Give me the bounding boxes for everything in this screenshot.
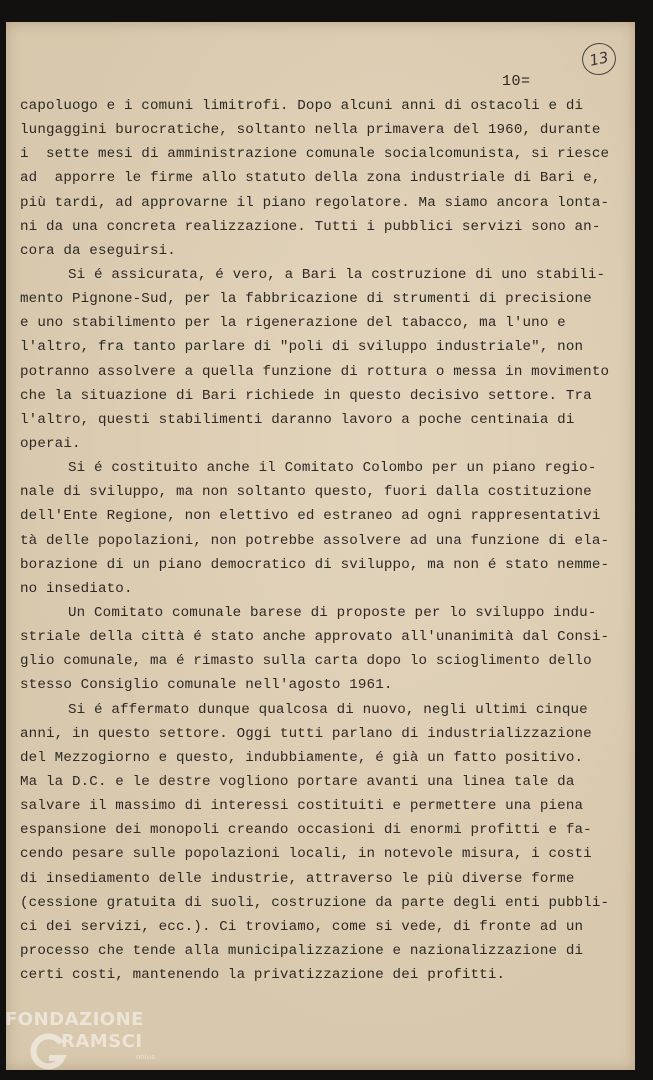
text-line: borazione di un piano democratico di sviluppo, ma non é stato nemme- — [20, 556, 610, 573]
text-line: processo che tende alla municipalizzazione e nazionalizzazione di — [20, 942, 584, 959]
document-body — [20, 94, 615, 987]
text-line: Ma la D.C. e le destre vogliono portare avanti una linea tale da — [20, 773, 575, 790]
text-line: (cessione gratuita di suoli, costruzione da parte degli enti pubbli- — [20, 894, 610, 911]
paragraph-first-line: Si é costituito anche il Comitato Colombo per un piano regio- — [68, 460, 597, 477]
text-line: ni da una concreta realizzazione. Tutti i pubblici servizi sono an- — [20, 218, 601, 235]
text-line: tà delle popolazioni, non potrebbe assolvere ad una funzione di ela- — [20, 532, 610, 549]
text-line: ad apporre le firme allo statuto della zona industriale di Bari e, — [20, 170, 601, 187]
text-line: salvare il massimo di interessi costituiti e permettere una piena — [20, 798, 584, 815]
text-line: stesso Consiglio comunale nell'agosto 1961. — [20, 677, 393, 694]
fondazione-gramsci-watermark — [5, 1009, 165, 1079]
text-line: ci dei servizi, ecc.). Ci troviamo, come si vede, di fronte ad un — [20, 918, 584, 935]
text-line: mento Pignone-Sud, per la fabbricazione di strumenti di precisione — [20, 291, 592, 308]
text-line: cendo pesare sulle popolazioni locali, in notevole misura, i costi — [20, 846, 592, 863]
text-line: anni, in questo settore. Oggi tutti parlano di industrializzazione — [20, 725, 592, 742]
text-line: che la situazione di Bari richiede in questo decisivo settore. Tra — [20, 387, 592, 404]
text-line: capoluogo e i comuni limitrofi. Dopo alcuni anni di ostacoli e di — [20, 98, 584, 114]
text-line: glio comunale, ma é rimasto sulla carta dopo lo scioglimento dello — [20, 653, 592, 670]
text-line: di insediamento delle industrie, attraverso le più diverse forme — [20, 870, 575, 887]
text-line: l'altro, questi stabilimenti daranno lavoro a poche centinaia di — [20, 411, 575, 428]
paragraph-first-line: Si é assicurata, é vero, a Bari la costruzione di uno stabili- — [68, 266, 606, 283]
paragraph-first-line: Si é affermato dunque qualcosa di nuovo, negli ultimi cinque — [68, 701, 588, 718]
text-line: cora da eseguirsi. — [20, 242, 176, 259]
text-line: del Mezzogiorno e questo, indubbiamente, é già un fatto positivo. — [20, 749, 584, 766]
text-line: certi costi, mantenendo la privatizzazione dei profitti. — [20, 967, 506, 984]
text-line: operai. — [20, 435, 81, 452]
text-line: più tardi, ad approvarne il piano regolatore. Ma siamo ancora lonta- — [20, 194, 610, 211]
paragraph-first-line: Un Comitato comunale barese di proposte per lo sviluppo indu- — [68, 604, 597, 621]
watermark-title: FONDAZIONE — [5, 1009, 144, 1030]
text-line: striale della città é stato anche approvato all'unanimità dal Consi- — [20, 629, 610, 646]
text-line: i sette mesi di amministrazione comunale socialcomunista, si riesce — [20, 146, 610, 163]
text-line: nale di sviluppo, ma non soltanto questo, fuori dalla costituzione — [20, 484, 592, 501]
text-line: dell'Ente Regione, non elettivo ed estraneo ad ogni rappresentativi — [20, 508, 601, 525]
text-line: espansione dei monopoli creando occasioni di enormi profitti e fa- — [20, 822, 592, 839]
text-line: potranno assolvere a quella funzione di rottura o messa in movimento — [20, 363, 610, 380]
page-number: 10= — [502, 73, 531, 90]
watermark-subtitle: RAMSCI — [61, 1031, 143, 1052]
text-line: lungaggini burocratiche, soltanto nella primavera del 1960, durante — [20, 122, 601, 139]
text-line: e uno stabilimento per la rigenerazione del tabacco, ma l'uno e — [20, 315, 566, 332]
watermark-onlus: onlus — [136, 1053, 155, 1061]
text-line: l'altro, fra tanto parlare di "poli di sviluppo industriale", non — [20, 339, 584, 356]
archive-page-number: 13 — [579, 40, 619, 78]
text-line: no insediato. — [20, 580, 133, 597]
